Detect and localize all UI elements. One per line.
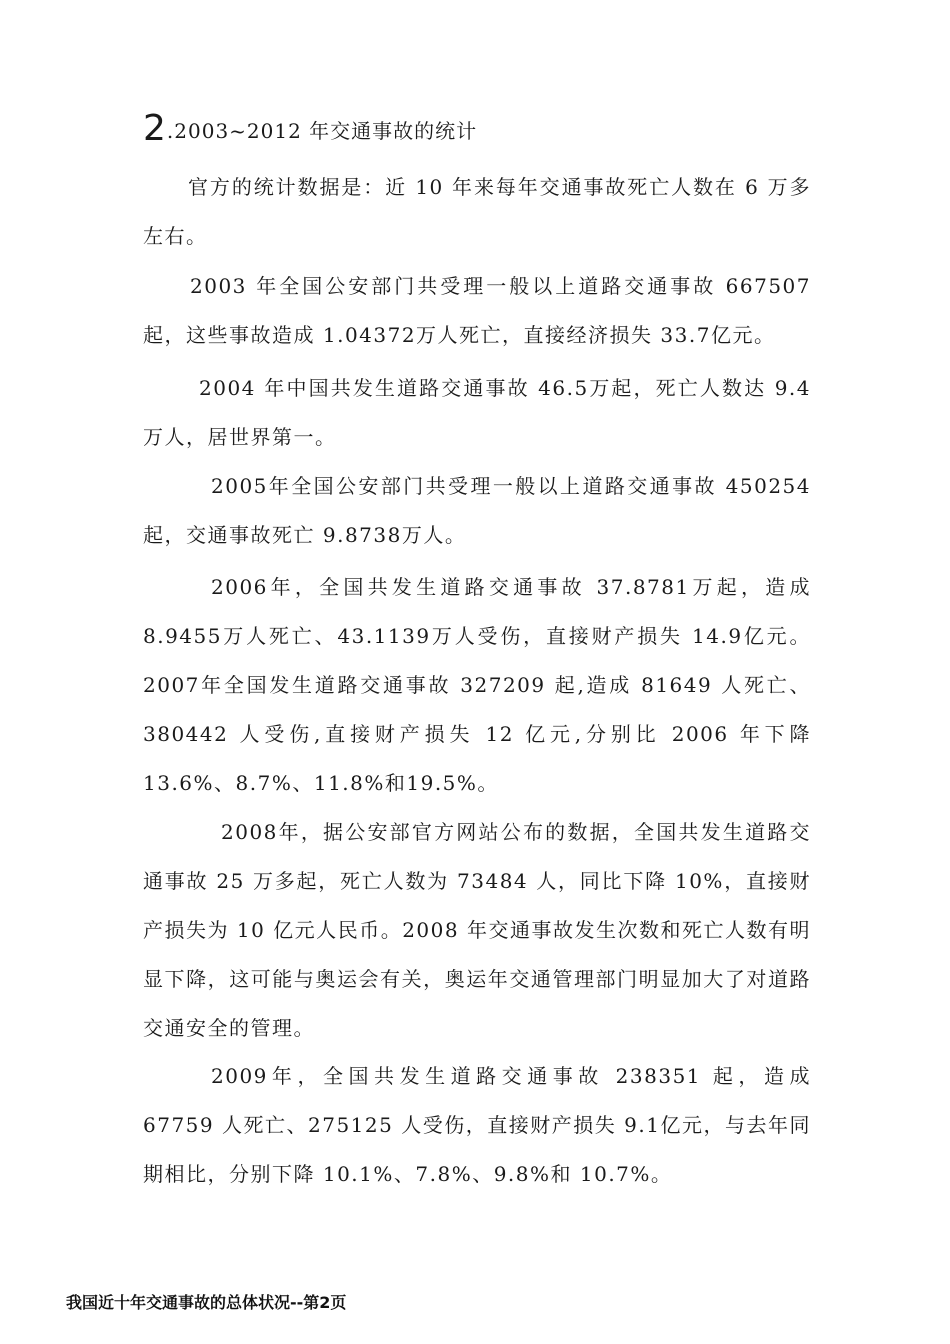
paragraph-2003: 2003 年全国公安部门共受理一般以上道路交通事故 667507 起，这些事故造成 1.04372万人死亡，直接经济损失 33.7亿元。 [143, 274, 811, 347]
paragraph-2006-2007: 2006年，全国共发生道路交通事故 37.8781万起，造成 8.9455万人死亡、43.1139万人受伤，直接财产损失 14.9亿元。 2007年全国发生道路交通事故 327209 起,造成 81649 人死亡、380442 人受伤,直接财产损失 12 亿元,分别比 2006 年下降 13.6%、8.7%、11.8%和19.5%。 [143, 575, 811, 795]
section-title: .2003~2012 年交通事故的统计 [166, 119, 478, 143]
page-footer: 我国近十年交通事故的总体状况--第2页 [66, 1293, 347, 1312]
paragraph-overview: 官方的统计数据是：近 10 年来每年交通事故死亡人数在 6 万多左右。 [143, 175, 811, 248]
section-heading [143, 108, 477, 149]
section-number: 2 [143, 108, 167, 149]
paragraph-2009: 2009年，全国共发生道路交通事故 238351 起，造成 67759 人死亡、275125 人受伤，直接财产损失 9.1亿元，与去年同期相比，分别下降 10.1%、7.8%、9.8%和 10.7%。 [143, 1064, 811, 1186]
paragraph-2004: 2004 年中国共发生道路交通事故 46.5万起，死亡人数达 9.4万人，居世界第一。 [143, 376, 811, 449]
paragraph-2008: 2008年，据公安部官方网站公布的数据，全国共发生道路交通事故 25 万多起，死亡人数为 73484 人，同比下降 10%，直接财产损失为 10 亿元人民币。2008 年交通事故发生次数和死亡人数有明显下降，这可能与奥运会有关，奥运年交通管理部门明显加大了对道路交通安全的管理。 [143, 820, 811, 1040]
paragraph-2005: 2005年全国公安部门共受理一般以上道路交通事故 450254 起，交通事故死亡 9.8738万人。 [143, 474, 811, 547]
